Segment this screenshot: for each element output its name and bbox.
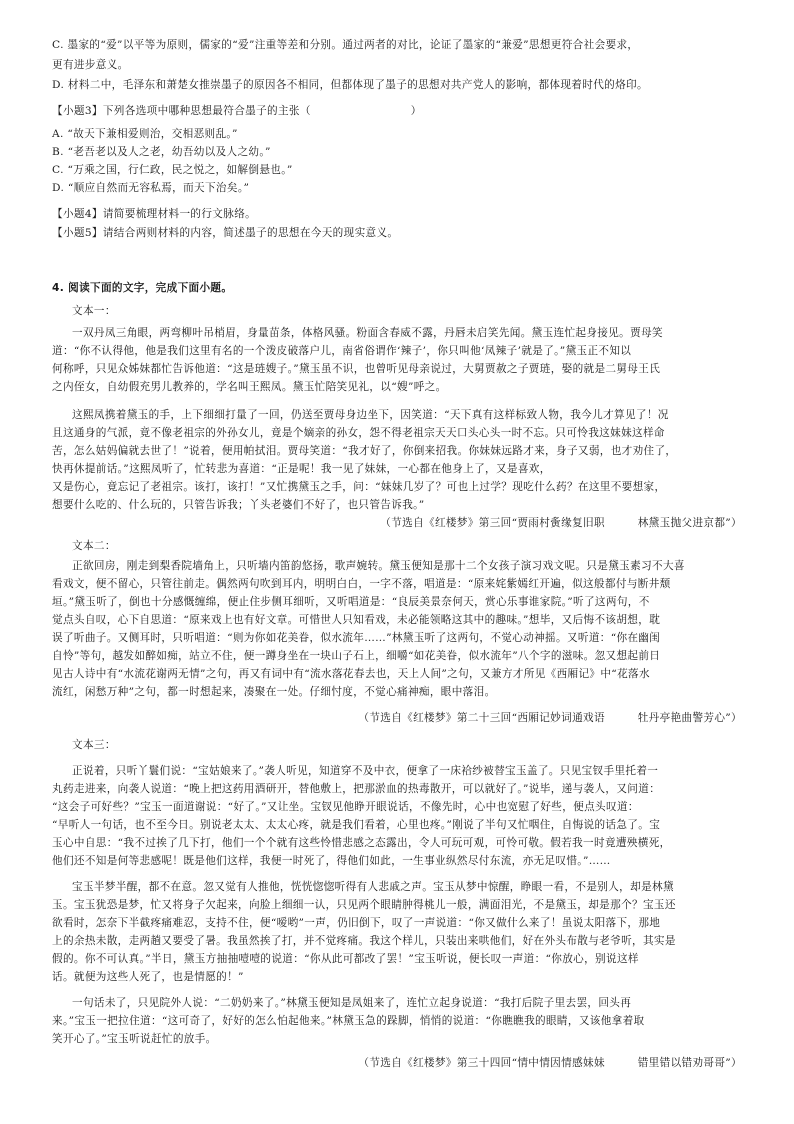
text-three-p1-line: 正说着，只听丫鬟们说：“宝姑娘来了。”袭人听见，知道穿不及中衣，便拿了一床袷纱被替宝玉盖了。只见宝钗手里托着一 [72, 765, 659, 777]
text-one-label: 文本一： [72, 305, 116, 317]
text-two-line: 觉点头自叹，心下自思道：“原来戏上也有好文章。可惜世人只知看戏，未必能领略这其中的趣味。”想毕，又后悔不该胡想，耽 [52, 614, 661, 626]
text-one-source: （节选自《红楼梦》第三回“贾雨村夤缘复旧职 林黛玉抛父进京都”） [380, 517, 742, 529]
text-three-p2-line: 宝玉半梦半醒，都不在意。忽又觉有人推他，恍恍惚惚听得有人悲戚之声。宝玉从梦中惊醒，睁眼一看，不是别人，却是林黛 [72, 881, 674, 893]
text-three-p1-line: 玉心中自思：“我不过挨了几下打，他们一个个就有这些怜惜悲感之态露出，令人可玩可观，可怜可敬。假若我一时竟遭殃横死， [52, 837, 671, 849]
text-two-line: 看戏文，便不留心，只管往前走。偶然两句吹到耳内，明明白白，一字不落，唱道是：“原来姹紫嫣红开遍，似这般都付与断井颓 [52, 578, 671, 590]
text-three-p1-line: “这会子可好些？”宝玉一面道谢说：“好了。”又让坐。宝钗见他睁开眼说话，不像先时，心中也宽慰了好些，便点头叹道： [52, 801, 639, 813]
text-one-p1-line: 一双丹凤三角眼，两弯柳叶吊梢眉，身量苗条，体格风骚。粉面含春威不露，丹唇未启笑先闻。黛玉连忙起身接见。贾母笑 [72, 327, 663, 339]
text-three-p1-line: 丸药走进来，向袭人说道：“晚上把这药用酒研开，替他敷上，把那淤血的热毒散开，可以就好了。”说毕，递与袭人，又问道： [52, 783, 661, 795]
text-one-p2-line: 且这通身的气派，竟不像老祖宗的外孙女儿，竟是个嫡亲的孙女，怨不得老祖宗天天口头心头一时不忘。只可怜我这妹妹这样命 [52, 427, 665, 439]
text-one-p2-line: 想要什么吃的、什么玩的，只管告诉我；丫头老婆们不好了，也只管告诉我。” [52, 499, 425, 511]
text-three-p2-line: 欲看时，怎奈下半截疼痛难忍，支持不住，便“嗳哟”一声，仍旧倒下，叹了一声说道：“你又做什么来了！虽说太阳落下，那地 [52, 917, 661, 929]
text-three-p2-line: 玉。宝玉犹恐是梦，忙又将身子欠起来，向脸上细细一认，只见两个眼睛肿得桃儿一般，满面泪光，不是黛玉，却是那个？宝玉还 [52, 899, 676, 911]
section-4-heading: 4. 阅读下面的文字，完成下面小题。 [52, 282, 233, 294]
text-one-p1-line: 之内侄女，自幼假充男儿教养的，学名叫王熙凤。黛玉忙陪笑见礼，以“嫂”呼之。 [52, 381, 447, 393]
text-two-line: 见古人诗中有“水流花谢两无情”之句，再又有词中有“流水落花春去也，天上人间”之句，又兼方才所见《西厢记》中“花落水 [52, 668, 650, 680]
text-three-p2-line: 话。就便为这些人死了，也是情愿的！” [52, 971, 244, 983]
text-two-line: 误了听曲子。又侧耳时，只听唱道：“则为你如花美眷，似水流年……”林黛玉听了这两句，不觉心动神摇。又听道：“你在幽闺 [52, 632, 661, 644]
text-three-p3-line: 一句话未了，只见院外人说：“二奶奶来了。”林黛玉便知是凤姐来了，连忙立起身说道：“我打后院子里去罢，回头再 [72, 997, 632, 1009]
option-c-line-1: C. 墨家的“爱”以平等为原则，儒家的“爱”注重等差和分别。通过两者的对比，论证了墨家的“兼爱”思想更符合社会要求， [52, 39, 639, 51]
option-c-line-2: 更有进步意义。 [52, 59, 129, 71]
text-three-p3-line: 笑开心了。”宝玉听说赶忙的放手。 [52, 1033, 217, 1045]
q3-option-b: B. “老吾老以及人之老，幼吾幼以及人之幼。” [52, 146, 271, 158]
text-one-p2-line: 苦，怎么姑妈偏就去世了！”说着，便用帕拭泪。贾母笑道：“我才好了，你倒来招我。你妹妹远路才来，身子又弱，也才劝住了， [52, 445, 677, 457]
q3-option-c: C. “万乘之国，行仁政，民之悦之，如解倒悬也。” [52, 164, 293, 176]
text-two-line: 正欲回房，刚走到梨香院墙角上，只听墙内笛韵悠扬，歌声婉转。黛玉便知是那十二个女孩子演习戏文呢。只是黛玉素习不大喜 [72, 560, 685, 572]
question-4-stem: 【小题4】请简要梳理材料一的行文脉络。 [52, 208, 257, 220]
question-3-stem: 【小题3】下列各选项中哪种思想最符合墨子的主张（ ） [52, 105, 422, 117]
text-one-p2-line: 快再休提前话。”这熙凤听了，忙转悲为喜道：“正是呢！我一见了妹妹，一心都在他身上了，又是喜欢， [52, 463, 551, 475]
text-one-p1-line: 何称呼，只见众姊妹都忙告诉他道：“这是琏嫂子。”黛玉虽不识，也曾听见母亲说过，大舅贾赦之子贾琏，娶的就是二舅母王氏 [52, 363, 661, 375]
text-one-p2-line: 又是伤心，竟忘记了老祖宗。该打，该打！”又忙携黛玉之手，问：“妹妹几岁了？可也上过学？现吃什么药？在这里不要想家， [52, 481, 666, 493]
question-5-stem: 【小题5】请结合两则材料的内容，简述墨子的思想在今天的现实意义。 [52, 227, 399, 239]
text-one-p2-line: 这熙凤携着黛玉的手，上下细细打量了一回，仍送至贾母身边坐下，因笑道：“天下真有这样标致人物，我今儿才算见了！况 [72, 409, 669, 421]
text-three-p2-line: 假的。你不可认真。”半日，黛玉方抽抽噎噎的说道：“你从此可都改了罢！”宝玉听说，便长叹一声道：“你放心，别说这样 [52, 953, 639, 965]
q3-option-a: A. “故天下兼相爱则治，交相恶则乱。” [52, 128, 238, 140]
text-three-p1-line: 他们还不知是何等悲感呢！既是他们这样，我便一时死了，得他们如此，一生事业纵然尽付东流，亦无足叹惜。”…… [52, 855, 611, 867]
text-three-p1-line: “早听人一句话，也不至今日。别说老太太、太太心疼，就是我们看着，心里也疼。”刚说了半句又忙咽住，自悔说的话急了。宝 [52, 819, 661, 831]
option-d-text: D. 材料二中，毛泽东和萧楚女推崇墨子的原因各不相同，但都体现了墨子的思想对共产党人的影响，都体现着时代的烙印。 [52, 79, 648, 91]
text-three-label: 文本三： [72, 739, 116, 751]
text-three-p2-line: 上的余热未散，走两趟又要受了暑。我虽然挨了打，并不觉疼痛。我这个样儿，只装出来哄他们，好在外头布散与老爷听，其实是 [52, 935, 676, 947]
text-two-line: 垣。”黛玉听了，倒也十分感慨缠绵，便止住步侧耳细听，又听唱道是：“良辰美景奈何天，赏心乐事谁家院。”听了这两句，不 [52, 596, 650, 608]
q3-option-d: D. “顺应自然而无容私焉，而天下治矣。” [52, 182, 250, 194]
text-two-label: 文本二： [72, 540, 116, 552]
text-two-source: （节选自《红楼梦》第二十三回“西厢记妙词通戏语 牡丹亭艳曲警芳心”） [358, 712, 742, 724]
text-two-line: 流红，闲愁万种”之句，都一时想起来，凑聚在一处。仔细忖度，不觉心痛神痴，眼中落泪。 [52, 686, 496, 698]
text-three-source: （节选自《红楼梦》第三十四回“情中情因情感妹妹 错里错以错劝哥哥”） [358, 1057, 742, 1069]
text-one-p1-line: 道：“你不认得他，他是我们这里有名的一个泼皮破落户儿，南省俗谓作‘辣子’，你只叫他‘凤辣子’就是了。”黛玉正不知以 [52, 345, 632, 357]
text-three-p3-line: 来。”宝玉一把拉住道：“这可奇了，好好的怎么怕起他来。”林黛玉急的跺脚，悄悄的说道：“你瞧瞧我的眼睛，又该他拿着取 [52, 1015, 645, 1027]
text-two-line: 自怜”等句，越发如醉如痴，站立不住，便一蹲身坐在一块山子石上，细嚼“如花美眷，似水流年”八个字的滋味。忽又想起前日 [52, 650, 661, 662]
